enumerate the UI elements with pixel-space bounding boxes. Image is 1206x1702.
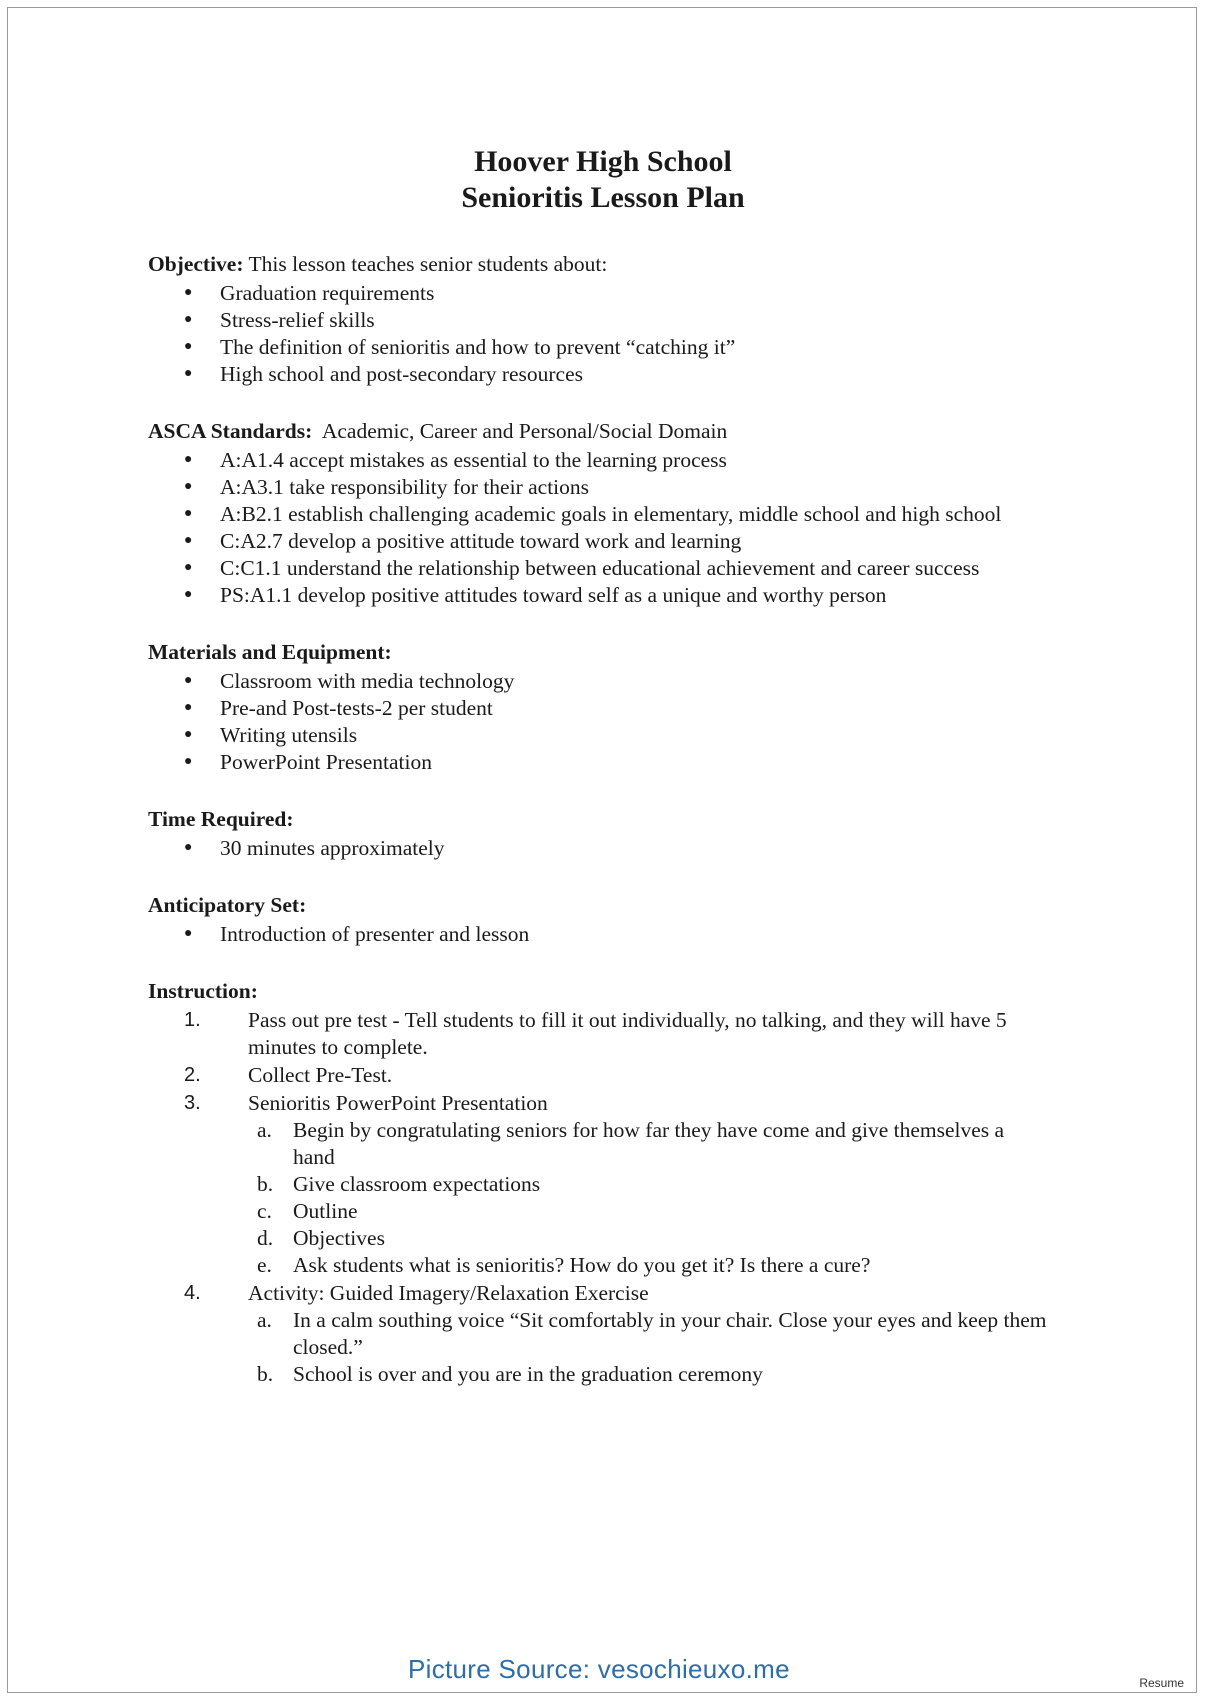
step-text: Collect Pre-Test. (248, 1063, 393, 1087)
sub-step-text: Give classroom expectations (293, 1172, 541, 1196)
instruction-step (148, 1090, 1048, 1279)
objective-section (148, 250, 1048, 387)
document-title (153, 144, 1053, 216)
step-number: 1. (184, 1009, 201, 1031)
bullet-icon: ● (184, 366, 193, 381)
bullet-icon: ● (184, 673, 193, 688)
materials-section (148, 638, 1048, 775)
sub-step-letter: c. (257, 1199, 272, 1223)
step-text: Pass out pre test - Tell students to fill it out individually, no talking, and they will have 5 minutes to complete. (248, 1008, 1007, 1059)
list-item (148, 835, 1048, 861)
list-item-text: A:A3.1 take responsibility for their actions (220, 475, 590, 499)
bullet-icon: ● (184, 452, 193, 467)
step-number: 4. (184, 1282, 201, 1304)
list-item (148, 695, 1048, 721)
sub-step (248, 1117, 1048, 1171)
materials-heading: Materials and Equipment: (148, 640, 392, 664)
list-item-text: High school and post-secondary resources (220, 362, 584, 386)
sub-step-text: Begin by congratulating seniors for how far they have come and give themselves a hand (293, 1118, 1005, 1169)
materials-list (148, 668, 1048, 775)
bullet-icon: ● (184, 700, 193, 715)
list-item (148, 528, 1048, 554)
list-item (148, 501, 1048, 527)
lesson-plan-document (148, 144, 1048, 1389)
anticipatory-list (148, 921, 1048, 947)
asca-intro: Academic, Career and Personal/Social Domain (312, 419, 728, 443)
list-item-text: Classroom with media technology (220, 669, 515, 693)
asca-section (148, 417, 1048, 608)
instruction-heading: Instruction: (148, 979, 258, 1003)
sub-step-letter: b. (257, 1362, 274, 1386)
list-item-text: C:C1.1 understand the relationship between educational achievement and career success (220, 556, 980, 580)
sub-step-letter: e. (257, 1253, 272, 1277)
bullet-icon: ● (184, 754, 193, 769)
sub-step-letter: d. (257, 1226, 274, 1250)
list-item (148, 361, 1048, 387)
bullet-icon: ● (184, 479, 193, 494)
list-item-text: Introduction of presenter and lesson (220, 922, 530, 946)
asca-list (148, 447, 1048, 608)
list-item (148, 474, 1048, 500)
instruction-step (148, 1062, 1048, 1089)
sub-step-letter: b. (257, 1172, 274, 1196)
asca-heading: ASCA Standards: (148, 419, 313, 443)
instruction-step (148, 1007, 1048, 1061)
sub-step-text: In a calm southing voice “Sit comfortably in your chair. Close your eyes and keep them closed.” (293, 1308, 1047, 1359)
sub-step-text: Objectives (293, 1226, 385, 1250)
instruction-section (148, 977, 1048, 1388)
anticipatory-section (148, 891, 1048, 947)
anticipatory-heading: Anticipatory Set: (148, 893, 307, 917)
time-section (148, 805, 1048, 861)
objective-intro: This lesson teaches senior students about: (243, 252, 608, 276)
bullet-icon: ● (184, 560, 193, 575)
list-item (148, 307, 1048, 333)
sub-step (248, 1307, 1048, 1361)
bullet-icon: ● (184, 587, 193, 602)
list-item (148, 722, 1048, 748)
list-item (148, 555, 1048, 581)
list-item-text: PowerPoint Presentation (220, 750, 432, 774)
list-item-text: A:B2.1 establish challenging academic goals in elementary, middle school and high school (220, 502, 1002, 526)
list-item-text: Stress-relief skills (220, 308, 375, 332)
bullet-icon: ● (184, 727, 193, 742)
step-number: 3. (184, 1092, 201, 1114)
step-number: 2. (184, 1064, 201, 1086)
list-item (148, 668, 1048, 694)
step-text: Senioritis PowerPoint Presentation (248, 1091, 548, 1115)
list-item (148, 749, 1048, 775)
list-item (148, 921, 1048, 947)
title-line-1: Hoover High School (474, 145, 732, 178)
list-item (148, 582, 1048, 608)
bullet-icon: ● (184, 506, 193, 521)
sub-step-letter: a. (257, 1118, 272, 1142)
sub-step-text: School is over and you are in the graduation ceremony (293, 1362, 763, 1386)
step-sublist (248, 1307, 1048, 1388)
list-item (148, 334, 1048, 360)
title-line-2: Senioritis Lesson Plan (461, 181, 745, 214)
instruction-steps (148, 1007, 1048, 1388)
resume-label: Resume (1139, 1676, 1184, 1690)
bullet-icon: ● (184, 926, 193, 941)
bullet-icon: ● (184, 840, 193, 855)
sub-step (248, 1225, 1048, 1252)
list-item-text: Pre-and Post-tests-2 per student (220, 696, 493, 720)
objective-heading: Objective: (148, 252, 244, 276)
list-item-text: 30 minutes approximately (220, 836, 445, 860)
bullet-icon: ● (184, 533, 193, 548)
list-item-text: C:A2.7 develop a positive attitude toward work and learning (220, 529, 742, 553)
sub-step (248, 1198, 1048, 1225)
picture-source-caption: Picture Source: vesochieuxo.me (408, 1654, 790, 1684)
sub-step-letter: a. (257, 1308, 272, 1332)
list-item (148, 447, 1048, 473)
list-item-text: Graduation requirements (220, 281, 435, 305)
sub-step-text: Ask students what is senioritis? How do you get it? Is there a cure? (293, 1253, 871, 1277)
list-item-text: Writing utensils (220, 723, 358, 747)
list-item (148, 280, 1048, 306)
sub-step (248, 1252, 1048, 1279)
instruction-step (148, 1280, 1048, 1388)
time-list (148, 835, 1048, 861)
list-item-text: PS:A1.1 develop positive attitudes toward self as a unique and worthy person (220, 583, 887, 607)
objective-list (148, 280, 1048, 387)
bullet-icon: ● (184, 312, 193, 327)
list-item-text: The definition of senioritis and how to prevent “catching it” (220, 335, 736, 359)
sub-step (248, 1171, 1048, 1198)
list-item-text: A:A1.4 accept mistakes as essential to the learning process (220, 448, 727, 472)
sub-step-text: Outline (293, 1199, 358, 1223)
step-text: Activity: Guided Imagery/Relaxation Exercise (248, 1281, 649, 1305)
sub-step (248, 1361, 1048, 1388)
bullet-icon: ● (184, 285, 193, 300)
time-heading: Time Required: (148, 807, 294, 831)
step-sublist (248, 1117, 1048, 1279)
bullet-icon: ● (184, 339, 193, 354)
